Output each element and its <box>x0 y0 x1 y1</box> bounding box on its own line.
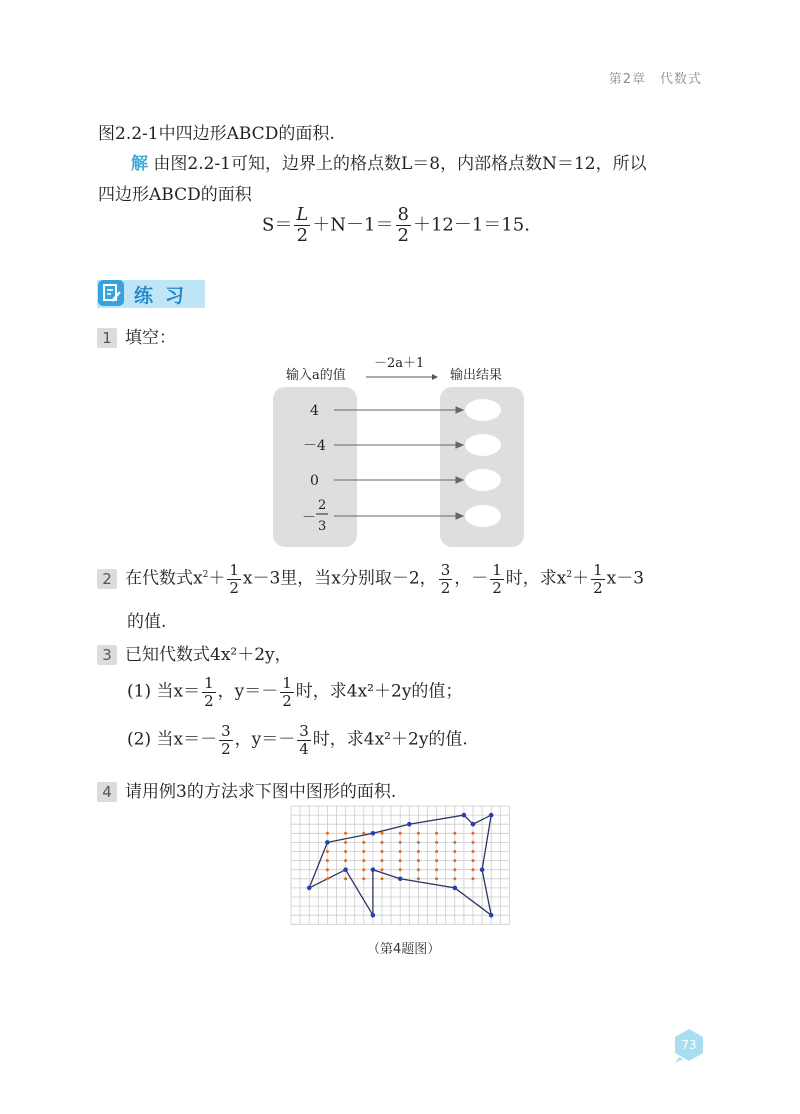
vertex-dot <box>398 877 403 882</box>
interior-lattice-dot <box>417 877 420 880</box>
interior-lattice-dot <box>381 850 384 853</box>
question-number: 4 <box>97 782 117 802</box>
interior-lattice-dot <box>453 850 456 853</box>
interior-lattice-dot <box>362 859 365 862</box>
q2-text-d: ，－ <box>454 568 489 589</box>
frac-den: 2 <box>397 224 409 246</box>
fraction-one-half <box>280 675 294 709</box>
interior-lattice-dot <box>435 850 438 853</box>
interior-lattice-dot <box>417 850 420 853</box>
q3-part2 <box>127 723 468 757</box>
interior-lattice-dot <box>435 877 438 880</box>
input-value-1: 4 <box>310 403 319 419</box>
interior-lattice-dot <box>326 859 329 862</box>
frac-den: 2 <box>282 691 292 710</box>
vertex-dot <box>371 913 376 918</box>
interior-lattice-dot <box>453 868 456 871</box>
intro-line2-text: 由图2.2-1可知，边界上的格点数L＝8，内部格点数N＝12，所以 <box>153 154 647 174</box>
q3-part1 <box>127 675 462 709</box>
interior-lattice-dot <box>326 832 329 835</box>
frac-num: 8 <box>397 204 409 225</box>
interior-lattice-dot <box>399 850 402 853</box>
formula-s: S＝ <box>262 214 293 236</box>
vertex-dot <box>462 813 467 818</box>
fraction-three-quarters <box>297 723 311 757</box>
input-label: 输入a的值 <box>286 368 346 383</box>
question-3-text: 已知代数式4x²＋2y， <box>125 645 292 665</box>
chapter-header: 第2章 代数式 <box>608 72 702 87</box>
input-value-4: － <box>302 510 316 526</box>
q3-p2-c: 时，求4x²＋2y的值. <box>312 729 468 750</box>
frac-den: 2 <box>221 739 231 758</box>
interior-lattice-dot <box>381 832 384 835</box>
interior-lattice-dot <box>381 859 384 862</box>
interior-lattice-dot <box>417 868 420 871</box>
fraction-one-half <box>227 562 241 596</box>
frac-den: 2 <box>294 225 310 246</box>
q3-p2-b: ，y＝－ <box>234 729 296 750</box>
output-blank-4[interactable] <box>465 505 501 527</box>
q2-text-c: x－3里，当x分别取－2， <box>242 568 437 589</box>
rule-label: －2a＋1 <box>374 356 425 371</box>
interior-lattice-dot <box>344 877 347 880</box>
input-output-diagram <box>270 350 530 550</box>
q2-sup-2: 2 <box>566 569 573 580</box>
output-blank-1[interactable] <box>465 399 501 421</box>
area-formula <box>262 205 530 246</box>
frac-num: 1 <box>229 561 239 579</box>
interior-lattice-dot <box>399 868 402 871</box>
frac-num: 3 <box>299 722 309 740</box>
pencil-note-icon <box>98 280 124 306</box>
interior-lattice-dot <box>362 868 365 871</box>
intro-line1: 图2.2-1中四边形ABCD的面积. <box>98 124 335 144</box>
interior-lattice-dot <box>381 877 384 880</box>
frac-den: 2 <box>229 578 239 597</box>
interior-lattice-dot <box>399 841 402 844</box>
formula-tail: ＋12－1＝15. <box>412 214 530 236</box>
q2-text-g: x－3 <box>606 568 645 589</box>
q3-p1-a: (1) 当x＝ <box>127 681 201 702</box>
input-frac-den: 3 <box>318 519 327 534</box>
page-number: 73 <box>681 1038 697 1052</box>
vertex-dot <box>371 831 376 836</box>
q2-text-e: 时，求x <box>505 568 567 589</box>
question-3 <box>97 640 292 665</box>
frac-num: 1 <box>492 561 502 579</box>
q2-text-f: ＋ <box>572 568 590 589</box>
vertex-dot <box>325 840 330 845</box>
frac-den: 2 <box>440 578 451 597</box>
interior-lattice-dot <box>417 859 420 862</box>
vertex-dot <box>407 822 412 827</box>
interior-lattice-dot <box>472 841 475 844</box>
interior-lattice-dot <box>472 859 475 862</box>
lattice-polygon-figure <box>289 804 511 928</box>
interior-lattice-dot <box>453 859 456 862</box>
fraction-one-half <box>591 562 605 596</box>
question-4-text: 请用例3的方法求下图中图形的面积. <box>125 782 397 802</box>
frac-num: 1 <box>282 674 292 692</box>
vertex-dot <box>453 886 458 891</box>
question-number: 3 <box>97 645 117 665</box>
vertex-dot <box>480 867 485 872</box>
figure-caption: （第4题图） <box>367 942 441 957</box>
interior-lattice-dot <box>344 832 347 835</box>
vertex-dot <box>371 867 376 872</box>
interior-lattice-dot <box>417 832 420 835</box>
formula-mid: ＋N－1＝ <box>312 214 394 236</box>
question-4 <box>97 777 396 802</box>
question-2 <box>97 562 644 596</box>
frac-num: 3 <box>221 722 231 740</box>
question-number: 2 <box>97 569 117 589</box>
q2-sup-1: 2 <box>202 569 209 580</box>
output-label: 输出结果 <box>450 368 503 383</box>
frac-den: 2 <box>492 578 502 597</box>
solution-label: 解 <box>131 154 148 174</box>
page-number-badge <box>671 1027 707 1063</box>
interior-lattice-dot <box>472 877 475 880</box>
output-blank-2[interactable] <box>465 434 501 456</box>
frac-den: 2 <box>593 578 603 597</box>
interior-lattice-dot <box>472 868 475 871</box>
interior-lattice-dot <box>344 859 347 862</box>
output-blank-3[interactable] <box>465 469 501 491</box>
interior-lattice-dot <box>435 868 438 871</box>
q2-line2: 的值. <box>127 612 167 632</box>
interior-lattice-dot <box>453 841 456 844</box>
fraction-three-halves <box>439 562 453 596</box>
frac-den: 2 <box>204 691 214 710</box>
q2-text-a: 在代数式x <box>125 568 203 589</box>
interior-lattice-dot <box>435 832 438 835</box>
interior-lattice-dot <box>326 877 329 880</box>
interior-lattice-dot <box>399 832 402 835</box>
fraction-three-halves <box>219 723 233 757</box>
interior-lattice-dot <box>344 841 347 844</box>
q2-text-b: ＋ <box>208 568 226 589</box>
interior-lattice-dot <box>362 841 365 844</box>
q3-p2-a: (2) 当x＝－ <box>127 729 218 750</box>
fraction-one-half <box>490 562 504 596</box>
input-value-2: －4 <box>303 438 326 454</box>
fraction-l-over-2 <box>294 205 310 246</box>
frac-num: L <box>296 204 309 225</box>
intro-line2 <box>131 149 647 174</box>
question-number: 1 <box>97 328 117 348</box>
interior-lattice-dot <box>381 868 384 871</box>
frac-num: 3 <box>440 561 451 579</box>
interior-lattice-dot <box>344 850 347 853</box>
interior-lattice-dot <box>435 859 438 862</box>
vertex-dot <box>489 813 494 818</box>
interior-lattice-dot <box>362 850 365 853</box>
fraction-8-over-2 <box>396 205 411 246</box>
q3-p1-c: 时，求4x²＋2y的值； <box>295 681 463 702</box>
rule-arrow-head <box>432 374 438 380</box>
vertex-dot <box>489 913 494 918</box>
frac-den: 4 <box>299 739 309 758</box>
intro-line3: 四边形ABCD的面积 <box>98 185 252 205</box>
interior-lattice-dot <box>453 832 456 835</box>
fraction-one-half <box>202 675 216 709</box>
interior-lattice-dot <box>472 832 475 835</box>
interior-lattice-dot <box>453 877 456 880</box>
practice-title: 练习 <box>134 285 197 307</box>
interior-lattice-dot <box>399 859 402 862</box>
q3-p1-b: ，y＝－ <box>217 681 279 702</box>
vertex-dot <box>471 822 476 827</box>
interior-lattice-dot <box>435 841 438 844</box>
interior-lattice-dot <box>362 877 365 880</box>
question-1 <box>97 323 176 348</box>
frac-num: 1 <box>204 674 214 692</box>
vertex-dot <box>307 886 312 891</box>
interior-lattice-dot <box>472 850 475 853</box>
question-1-text: 填空： <box>125 328 176 348</box>
interior-lattice-dot <box>362 832 365 835</box>
input-frac-num: 2 <box>318 498 327 513</box>
interior-lattice-dot <box>381 841 384 844</box>
interior-lattice-dot <box>326 850 329 853</box>
input-value-3: 0 <box>310 473 319 489</box>
frac-num: 1 <box>593 561 603 579</box>
interior-lattice-dot <box>326 868 329 871</box>
interior-lattice-dot <box>417 841 420 844</box>
vertex-dot <box>343 867 348 872</box>
